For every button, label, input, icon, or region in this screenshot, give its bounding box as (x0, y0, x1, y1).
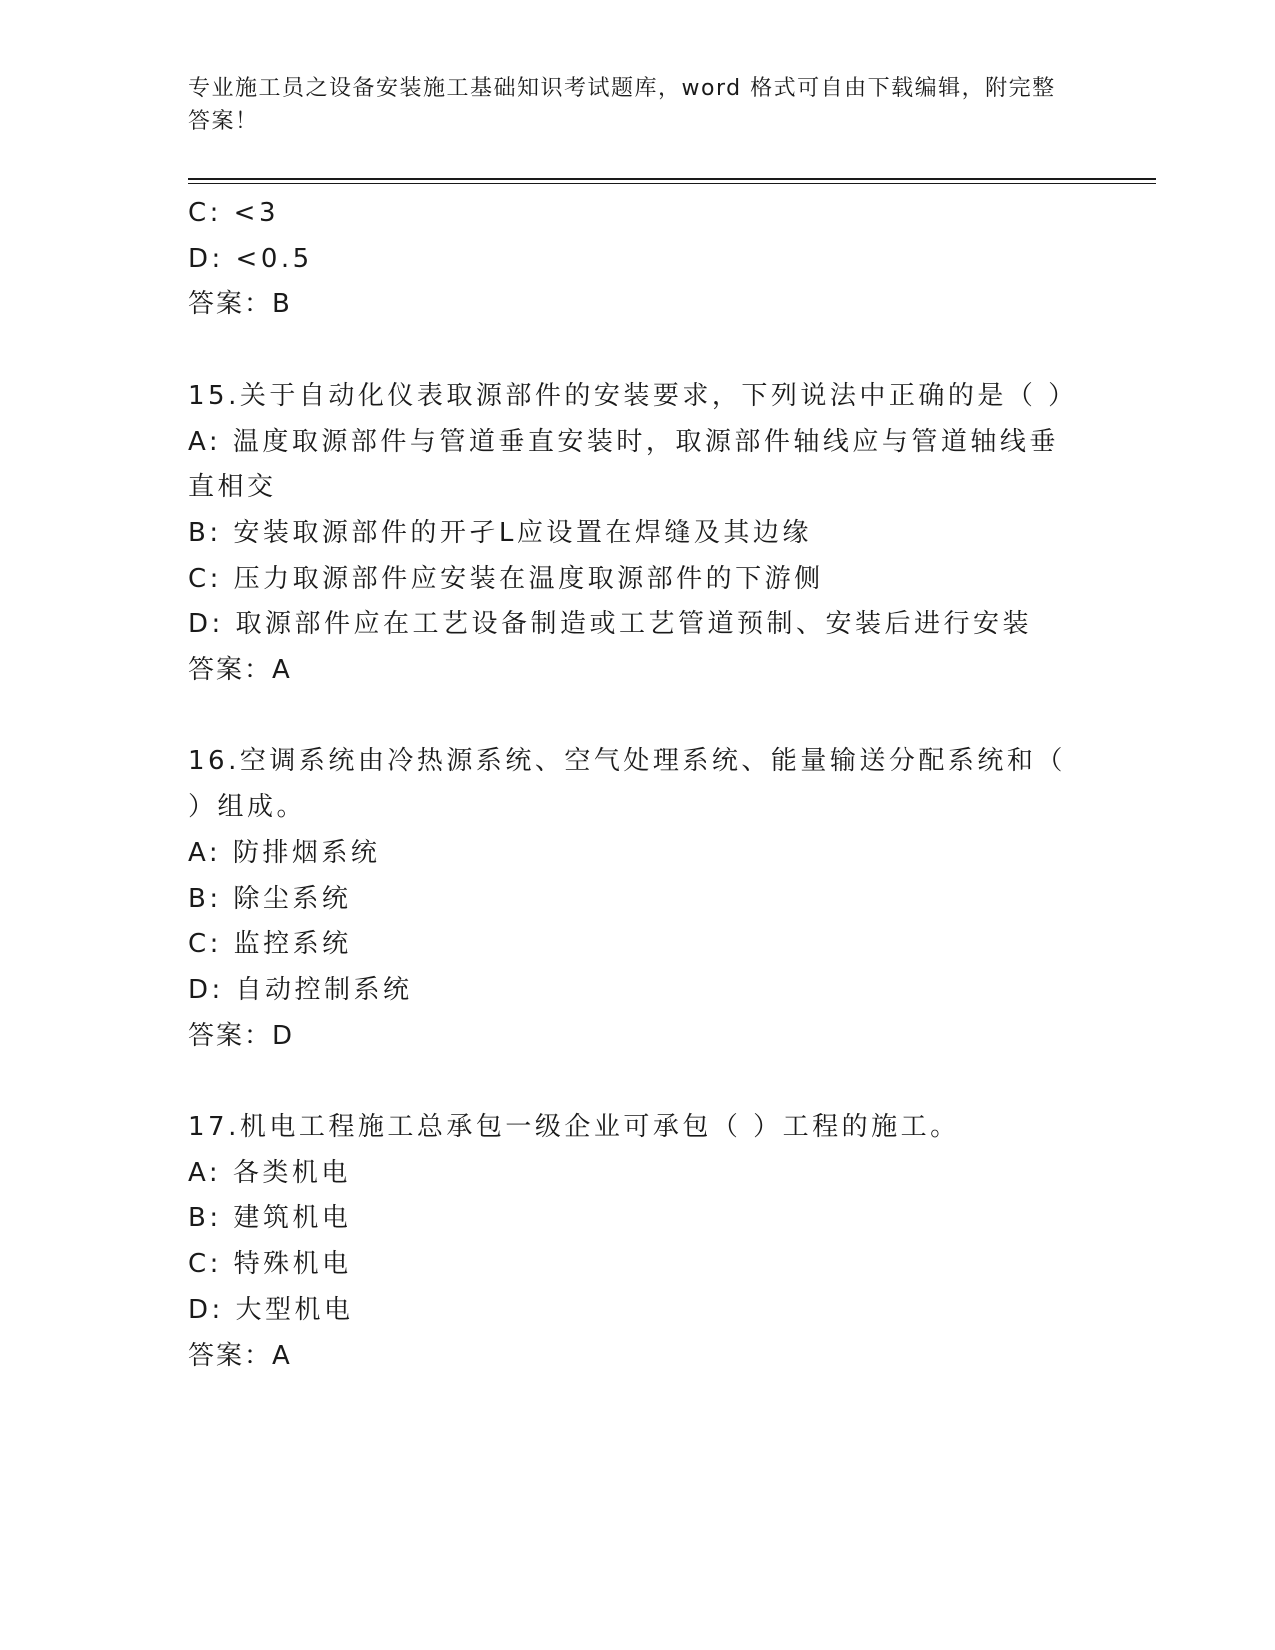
option-b: B: 除尘系统 (188, 883, 352, 914)
option-a: A: 防排烟系统 (188, 837, 381, 868)
question-15 (188, 374, 1088, 694)
option-d: D: 自动控制系统 (188, 974, 413, 1005)
option-b: B: 建筑机电 (188, 1203, 352, 1234)
option-c: C: 特殊机电 (188, 1249, 352, 1280)
document-header: 专业施工员之设备安装施工基础知识考试题库，word 格式可自由下载编辑，附完整答案！ (188, 76, 1056, 134)
option-b: B: 安装取源部件的开孑L应设置在焊缝及其边缘 (188, 517, 812, 548)
question-stem: 15.关于自动化仪表取源部件的安装要求，下列说法中正确的是（ ） (188, 380, 1078, 411)
option-d: D: 取源部件应在工艺设备制造或工艺管道预制、安装后进行安装 (188, 609, 1033, 640)
header-divider-thick (188, 178, 1156, 180)
option-a: A: 各类机电 (188, 1157, 351, 1188)
previous-question-tail (188, 191, 1088, 328)
question-17 (188, 1105, 1088, 1379)
answer-line: 答案：B (188, 289, 292, 320)
option-c: C: 监控系统 (188, 929, 352, 960)
option-d: D: <0.5 (188, 243, 313, 274)
answer-line: 答案：D (188, 1020, 295, 1051)
question-list (188, 191, 1088, 1379)
option-d: D: 大型机电 (188, 1294, 354, 1325)
option-c: C: <3 (188, 198, 280, 228)
header-divider-thin (188, 183, 1156, 184)
option-a: A: 温度取源部件与管道垂直安装时，取源部件轴线应与管道轴线垂直相交 (188, 426, 1059, 503)
question-16 (188, 739, 1088, 1059)
question-stem: 17.机电工程施工总承包一级企业可承包（ ）工程的施工。 (188, 1112, 960, 1143)
option-c: C: 压力取源部件应安装在温度取源部件的下游侧 (188, 563, 824, 594)
answer-line: 答案：A (188, 1340, 292, 1371)
answer-line: 答案：A (188, 655, 292, 686)
question-stem: 16.空调系统由冷热源系统、空气处理系统、能量输送分配系统和（ ）组成。 (188, 746, 1078, 823)
